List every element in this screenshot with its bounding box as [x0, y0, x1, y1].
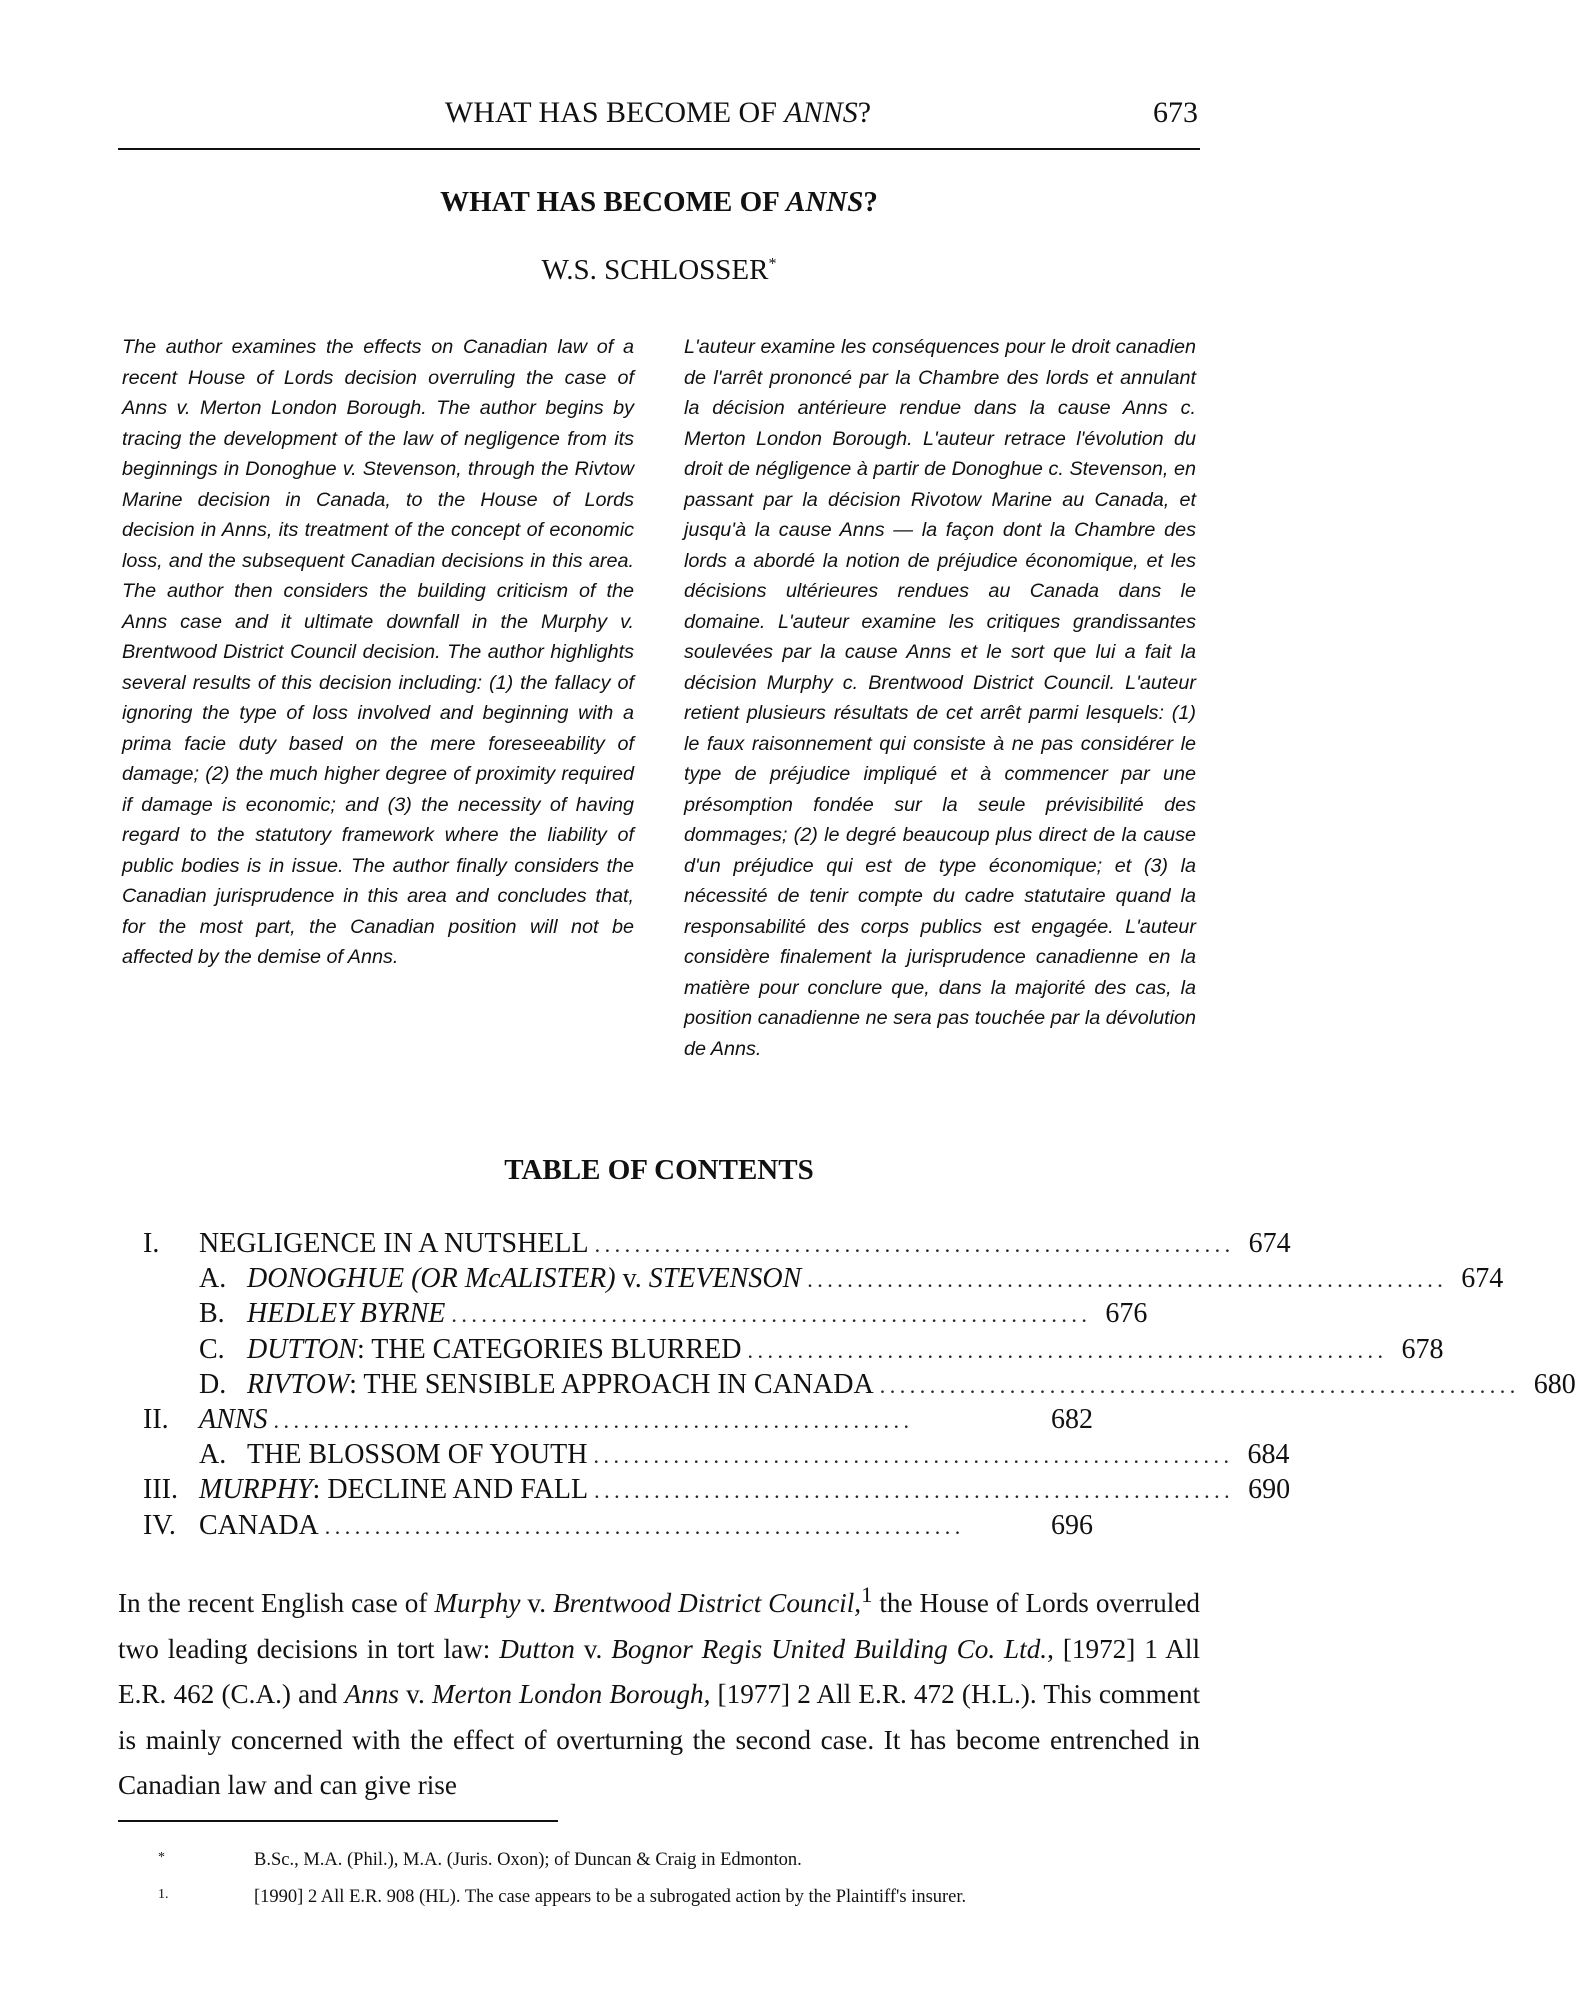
toc-letter: C. [199, 1333, 225, 1365]
toc-label: DUTTON: THE CATEGORIES BLURRED [247, 1333, 742, 1365]
toc-page: 674 [1461, 1263, 1504, 1295]
header-rule [118, 148, 1200, 150]
toc-number: IV. [143, 1509, 176, 1541]
footnote-ref: 1 [861, 1582, 873, 1607]
toc-entry: II. ANNS ................................................................ 682 [143, 1403, 1093, 1435]
toc-page: 674 [1248, 1228, 1291, 1259]
toc-page: 678 [1401, 1333, 1444, 1365]
toc-letter: B. [199, 1298, 225, 1330]
toc-letter: A. [199, 1439, 227, 1471]
running-header-title: WHAT HAS BECOME OF ANNS? [444, 96, 872, 129]
toc-entry: A. THE BLOSSOM OF YOUTH ................................................................ 684 [199, 1439, 1290, 1471]
toc-page: 680 [1533, 1368, 1576, 1400]
toc-entry: I. NEGLIGENCE IN A NUTSHELL ................................................................ 674 [143, 1228, 1291, 1259]
toc-heading: TABLE OF CONTENTS [504, 1154, 814, 1186]
footnote-mark: 1. [158, 1887, 169, 1902]
abstract-french: L'auteur examine les conséquences pour le droit canadien de l'arrêt prononcé par la Chambre des lords et annulant la décision antérieure rendue dans la cause Anns c. Merton London Borough. L'auteur retrace l'évolution du droit de négligence à partir de Donoghue c. Stevenson, en passant par la décision Rivotow Marine au Canada, et jusqu'à la cause Anns — la façon dont la Chambre des lords a abordé la notion de préjudice économique, et les décisions ultérieures rendues au Canada dans le domaine. L'auteur examine les critiques grandissantes soulevées par la cause Anns et le sort que lui a fait la décision Murphy c. Brentwood District Council. L'auteur retient plusieurs résultats de cet arrêt parmi lesquels: (1) le faux raisonnement qui consiste à ne pas considérer le type de préjudice impliqué et à commencer par une présomption fondée sur la seule prévisibilité des dommages; (2) le degré beaucoup plus direct de la cause d'un préjudice qui est de type économique; et (3) la nécessité de tenir compte du cadre statutaire quand la responsabilité des corps publics est engagée. L'auteur considère finalement la jurisprudence canadienne en la matière pour conclure que, dans la majorité des cas, la position canadienne ne sera pas touchée par la dévolution de Anns. [684, 336, 1196, 1060]
toc-label: HEDLEY BYRNE [247, 1298, 446, 1330]
toc-entry: C. DUTTON: THE CATEGORIES BLURRED ................................................................ 678 [199, 1333, 1444, 1365]
toc-entry: III. MURPHY: DECLINE AND FALL ................................................................ 690 [143, 1474, 1291, 1506]
footnote-text: B.Sc., M.A. (Phil.), M.A. (Juris. Oxon); of Duncan & Craig in Edmonton. [254, 1850, 802, 1870]
toc-page: 690 [1248, 1474, 1291, 1506]
abstract-english: The author examines the effects on Canadian law of a recent House of Lords decision overruling the case of Anns v. Merton London Borough. The author begins by tracing the development of the law of negligence from its beginnings in Donoghue v. Stevenson, through the Rivtow Marine decision in Canada, to the House of Lords decision in Anns, its treatment of the concept of economic loss, and the subsequent Canadian decisions in this area. The author then considers the building criticism of the Anns case and it ultimate downfall in the Murphy v. Brentwood District Council decision. The author highlights several results of this decision including: (1) the fallacy of ignoring the type of loss involved and beginning with a prima facie duty based on the mere foreseeability of damage; (2) the much higher degree of proximity required if damage is economic; and (3) the necessity of having regard to the statutory framework where the liability of public bodies is in issue. The author finally considers the Canadian jurisprudence in this area and concludes that, for the most part, the Canadian position will not be affected by the demise of Anns. [122, 336, 634, 968]
toc-entry: IV. CANADA ................................................................ 696 [143, 1509, 1093, 1541]
page-number: 673 [1153, 96, 1198, 129]
footnote-text: [1990] 2 All E.R. 908 (HL). The case appears to be a subrogated action by the Plaintiff's insurer. [254, 1887, 967, 1907]
toc-page: 676 [1105, 1298, 1148, 1330]
toc-letter: D. [199, 1368, 227, 1400]
toc-page: 696 [1051, 1509, 1093, 1541]
toc-label: CANADA [199, 1509, 319, 1541]
toc-label: RIVTOW: THE SENSIBLE APPROACH IN CANADA [247, 1368, 874, 1400]
toc-entry: B. HEDLEY BYRNE ................................................................ 676 [199, 1298, 1148, 1330]
article-author: W.S. SCHLOSSER* [541, 254, 777, 286]
author-footnote-mark: * [768, 255, 777, 273]
toc-page: 684 [1247, 1439, 1290, 1471]
toc-label: NEGLIGENCE IN A NUTSHELL [199, 1228, 589, 1259]
toc-label: ANNS [199, 1403, 268, 1435]
footnote-mark: * [158, 1850, 165, 1865]
footnote-rule [118, 1820, 558, 1822]
toc-number: III. [143, 1474, 178, 1506]
toc-entry: D. RIVTOW: THE SENSIBLE APPROACH IN CANADA ................................................................ 680 [199, 1368, 1576, 1400]
toc-number: I. [143, 1228, 160, 1259]
toc-letter: A. [199, 1263, 227, 1295]
toc-number: II. [143, 1403, 169, 1435]
table-of-contents [143, 1226, 1576, 1543]
toc-label: THE BLOSSOM OF YOUTH [247, 1439, 588, 1471]
toc-label: DONOGHUE (OR McALISTER) v. STEVENSON [247, 1263, 802, 1295]
toc-label: MURPHY: DECLINE AND FALL [199, 1474, 589, 1506]
running-header [118, 96, 1198, 136]
toc-entry: A. DONOGHUE (OR McALISTER) v. STEVENSON ................................................................ 674 [199, 1263, 1504, 1295]
toc-page: 682 [1051, 1403, 1093, 1435]
article-title: WHAT HAS BECOME OF ANNS? [440, 186, 878, 218]
body-paragraph: In the recent English case of Murphy v. Brentwood District Council,$^1$ the House of Lords overruled two leading decisions in tort law: Dutton v. Bognor Regis United Building Co. Ltd., [1972] 1 All E.R. 462 (C.A.) and Anns v. Merton London Borough, [1977] 2 All E.R. 472 (H.L.). This comment is mainly concerned with the effect of overturning the second case. It has become entrenched in Canadian law and can give rise [118, 1582, 1201, 1801]
